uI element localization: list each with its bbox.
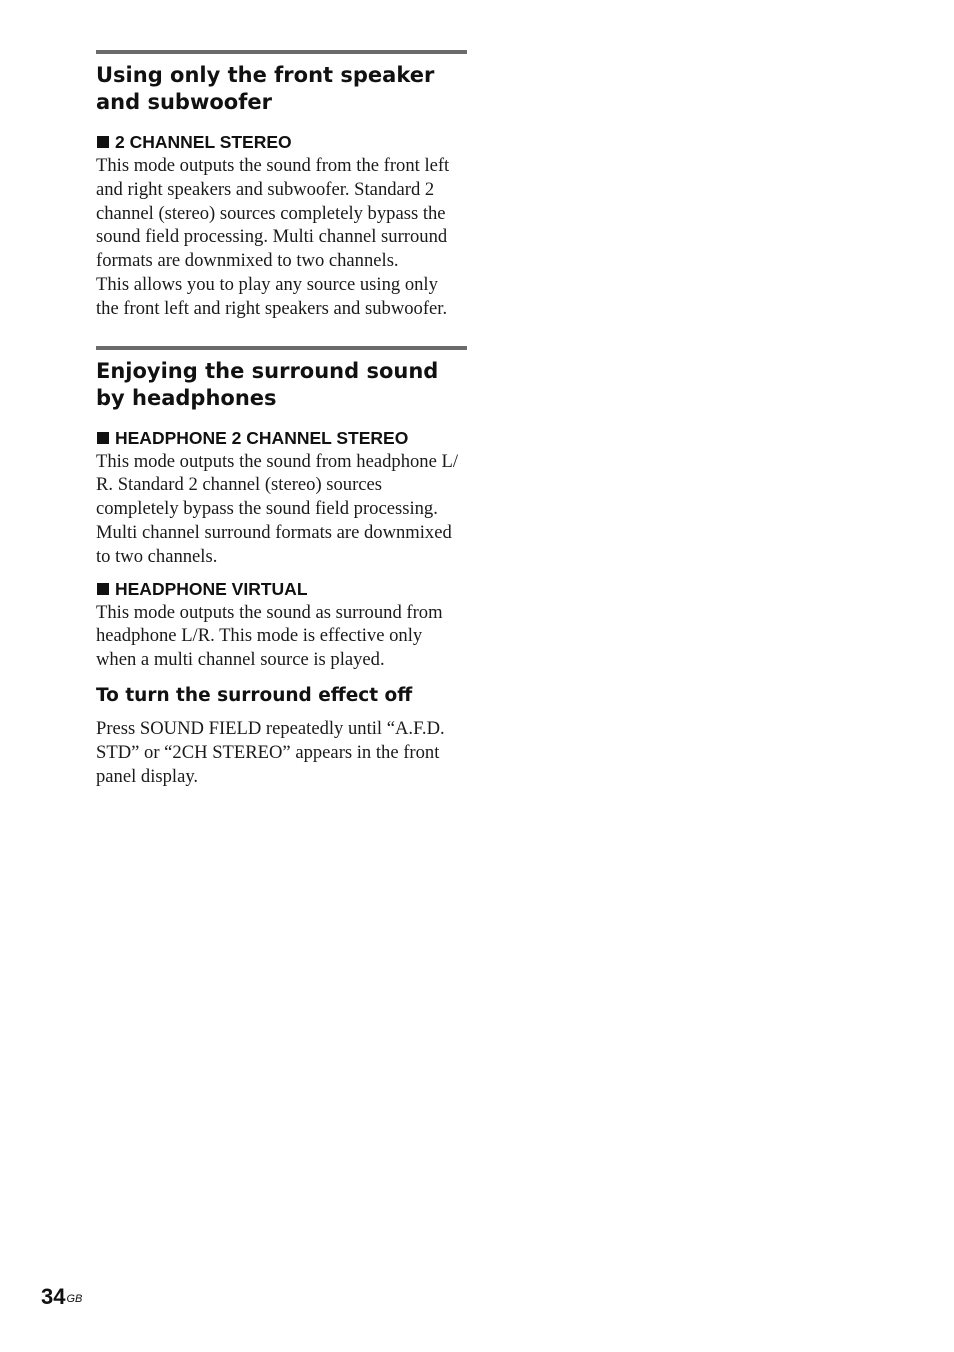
text-line: formats are downmixed to two channels. bbox=[96, 250, 399, 272]
text-line: channel (stereo) sources completely bypass the bbox=[96, 202, 446, 224]
text-line: the front left and right speakers and subwoofer. bbox=[96, 297, 448, 319]
page-number-suffix: GB bbox=[66, 1293, 83, 1305]
square-bullet-icon bbox=[97, 583, 109, 595]
text-line: Press SOUND FIELD repeatedly until “A.F.D. bbox=[96, 717, 445, 739]
square-bullet-icon bbox=[97, 136, 109, 148]
content-column bbox=[96, 50, 468, 788]
mode-2-channel-stereo bbox=[96, 131, 468, 321]
subsection-title: To turn the surround effect off bbox=[96, 684, 413, 706]
section-title-line: Enjoying the surround sound bbox=[96, 358, 439, 383]
page-number bbox=[41, 1284, 82, 1310]
square-bullet-icon bbox=[97, 432, 109, 444]
text-line: headphone L/R. This mode is effective only bbox=[96, 625, 423, 647]
section-divider bbox=[96, 50, 467, 54]
text-line: This mode outputs the sound as surround from bbox=[96, 601, 443, 623]
section-title-line: and subwoofer bbox=[96, 90, 272, 114]
text-line: STD” or “2CH STEREO” appears in the front bbox=[96, 741, 440, 763]
mode-heading bbox=[96, 427, 468, 449]
section-front-speaker bbox=[96, 50, 468, 321]
text-line: to two channels. bbox=[96, 545, 218, 567]
mode-heading bbox=[96, 131, 468, 153]
surround-off-subsection bbox=[96, 684, 468, 788]
mode-headphone-virtual bbox=[96, 578, 468, 672]
mode-description bbox=[96, 601, 468, 672]
text-line: completely bypass the sound field processing. bbox=[96, 498, 438, 520]
text-line: R. Standard 2 channel (stereo) sources bbox=[96, 474, 383, 496]
page-number-value: 34 bbox=[41, 1284, 66, 1309]
section-title-line: Using only the front speaker bbox=[96, 63, 435, 87]
mode-heading-text: HEADPHONE 2 CHANNEL STEREO bbox=[115, 427, 409, 448]
mode-description bbox=[96, 154, 468, 321]
subsection-description bbox=[96, 717, 468, 788]
section-divider bbox=[96, 346, 467, 350]
mode-heading bbox=[96, 578, 468, 600]
text-line: This mode outputs the sound from the front left bbox=[96, 155, 450, 176]
section-title bbox=[96, 358, 468, 412]
mode-heading-text: HEADPHONE VIRTUAL bbox=[115, 578, 308, 599]
section-title bbox=[96, 62, 468, 116]
text-line: when a multi channel source is played. bbox=[96, 649, 385, 671]
text-line: panel display. bbox=[96, 765, 199, 787]
mode-headphone-2-channel-stereo bbox=[96, 427, 468, 569]
text-line: and right speakers and subwoofer. Standard 2 bbox=[96, 178, 435, 200]
mode-description bbox=[96, 450, 468, 569]
mode-heading-text: 2 CHANNEL STEREO bbox=[115, 132, 292, 152]
section-headphones bbox=[96, 346, 468, 789]
text-line: This mode outputs the sound from headphone L/ bbox=[96, 450, 459, 472]
section-title-line: by headphones bbox=[96, 385, 277, 410]
text-line: Multi channel surround formats are downmixed bbox=[96, 521, 452, 543]
text-line: sound field processing. Multi channel surround bbox=[96, 226, 448, 248]
text-line: This allows you to play any source using only bbox=[96, 273, 438, 295]
